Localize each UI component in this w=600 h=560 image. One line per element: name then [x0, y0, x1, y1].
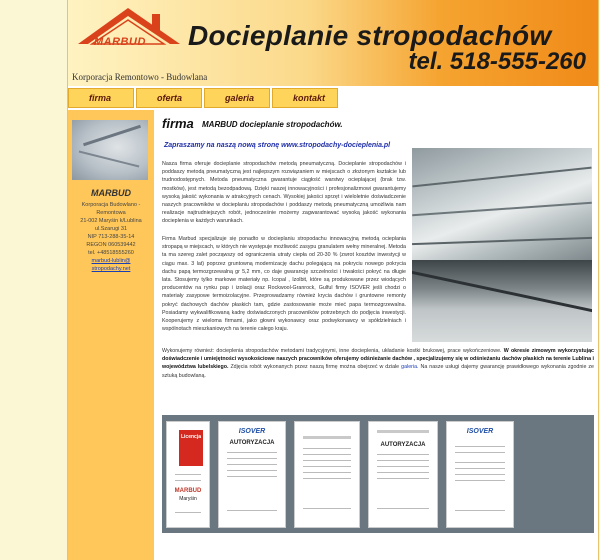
nav-item-kontakt[interactable]: [272, 88, 338, 108]
bold-text: W okresie zimowym wykorzystując doświadczenie i umiejętności wysokościowe naszych pracowników oferujemy odśnieżanie dachów , specjalizujemy się w odśnieżaniu dachów płaskich na terenie Lublina i województwa lubelskiego.: [162, 348, 594, 371]
sidebar-photo: [72, 120, 148, 180]
paragraph-2: Firma Marbud specjalizuje się ponadto w docieplaniu stropodachu innowacyjną metodą ocieplania stropapą w miejscach, w których nie występuje możliwość zasypu granulatem wełny mineralnej. Metoda ta ma szereg zalet począwszy od ograniczenia utraty ciepła od 20-30 % (zwrot kosztów inwestycji w ciągu max. 3 lat) poprzez gruntowną modernizację dachu polegającą na pokryciu nowego pokrycia dachu papą termozgrzewalną gr 5,2 mm, co daje gwarancję szczelności i trwałości pokryć na długie lata. Stosujemy tylko markowe materiały np. Icopal , Izolbit, które są produkowane przez wiodących producentów na rynku pap i izolacji oraz Rockwool-Granrock, Gulful firmy ISOVER jeśli chodzi o materiały zasypowe termoizolacyjne. Przeprowadzamy również krycia dachów i gruntowne remonty pokryć dachowych dachów płaskich tam, gdzie zastosowanie może mieć papa termozgrzewalna. Posiadamy wykwalifikowaną kadrę doświadczonych pracowników potrzebnych do podjęcia inwestycji. Kooperujemy z wieloma firmami, jako głowni wykonawcy oraz podwykonawcy w spółdzielniach i wspólnotach mieszkaniowych na terenie całego kraju.: [162, 236, 406, 333]
certificate-isover-1[interactable]: [218, 421, 286, 528]
certificate-isover-2[interactable]: [446, 421, 514, 528]
licencja-badge: Licencja: [179, 430, 203, 466]
sidebar-line: REGON 060539442: [86, 242, 136, 248]
tagline: Korporacja Remontowo - Budowlana: [72, 72, 208, 82]
roof-photo: [412, 260, 592, 342]
certificate-3[interactable]: [294, 421, 360, 528]
email-link[interactable]: stropodachy.net: [91, 266, 131, 272]
sidebar-line: NIP 713-288-35-14: [87, 234, 135, 240]
section-subheading: MARBUD docieplanie stropodachów.: [202, 120, 343, 129]
nav-item-firma[interactable]: [68, 88, 134, 108]
certificate-autoryzacja[interactable]: [368, 421, 438, 528]
text-span: Wykonujemy również: docieplenia stropodachów metodami tradycyjnymi, inne docieplenia, układanie kostki brukowej, prace wykończeniowe.: [162, 348, 504, 354]
isover-logo: ISOVER: [238, 428, 266, 435]
main-content: [162, 110, 594, 560]
isover-logo: ISOVER: [466, 428, 494, 435]
nav-item-oferta[interactable]: [136, 88, 202, 108]
new-site-link[interactable]: Zapraszamy na naszą nową stronę www.stropodachy-docieplenia.pl: [164, 142, 391, 149]
paragraph-1: Nasza firma oferuje docieplanie stropodachów metodą pneumatyczną. Docieplanie stropodachów i poddaszy metodą pneumatyczną jest najlepszym rozwiązaniem w miejscach o złożonym kształcie lub trudnodostępnych. Metoda pneumatyczna gwarantuje ciągłość warstwy ocieplającej (brak tzw. mostków), jest metodą bezodpadową. Dzięki naszej innowacyjności i profesjonalizmowi gwarantujemy wysoką jakość wykonania w atrakcyjnych cenach. Wysokiej jakości sprzęt i wieloletnie doświadczenie naszych pracowników w docieplaniu stropodachów i poddaszy metodą pneumatyczną umożliwia nam realizacje najtrudniejszych robót, jednocześnie możemy zagwarantować wysoką jakość wykonania docieplenia w każdych warunkach.: [162, 161, 406, 225]
page: [67, 0, 599, 560]
paragraph-3: [162, 347, 594, 380]
cert-company: MARBUD: [174, 488, 202, 494]
certificate-licencja[interactable]: [166, 421, 210, 528]
cert-title: AUTORYZACJA: [229, 440, 275, 446]
sidebar: [68, 110, 154, 560]
cert-place: Maryśin: [179, 496, 197, 502]
nav-label: oferta: [157, 93, 183, 103]
cert-title: AUTORYZACJA: [380, 442, 426, 448]
header: [68, 0, 598, 86]
gallery-link[interactable]: galeria: [401, 364, 418, 371]
sidebar-line: Remontowa: [96, 210, 126, 216]
nav-item-galeria[interactable]: [204, 88, 270, 108]
sidebar-line: tel. +48518555260: [88, 250, 134, 256]
section-heading: firma: [162, 116, 194, 131]
main-nav: [68, 86, 598, 108]
sidebar-line: 21-002 Maryśin k/Lublina: [80, 218, 142, 224]
sidebar-company-name: MARBUD: [91, 188, 131, 198]
email-link[interactable]: marbud-lublin@: [91, 258, 131, 264]
nav-label: kontakt: [293, 93, 326, 103]
nav-label: galeria: [225, 93, 255, 103]
page-title: Docieplanie stropodachów: [188, 20, 552, 51]
phone-number: tel. 518-555-260: [408, 48, 586, 75]
certificates-strip: [162, 415, 594, 533]
sidebar-line: ul.Szarugi 31: [94, 226, 128, 232]
sidebar-line: Korporacja Budowlano -: [81, 202, 141, 208]
text-span: . Na nasze usługi dajemy gwarancję prawidłowego wykonania zgodnie ze sztuką budowlaną.: [162, 364, 594, 379]
nav-label: firma: [89, 93, 112, 103]
attic-insulation-photo: [412, 148, 592, 261]
logo-text: MARBUD: [94, 36, 146, 48]
text-span: Zdjęcia robót wykonanych przez naszą firmę można obejrzeć w dziale: [228, 364, 402, 371]
